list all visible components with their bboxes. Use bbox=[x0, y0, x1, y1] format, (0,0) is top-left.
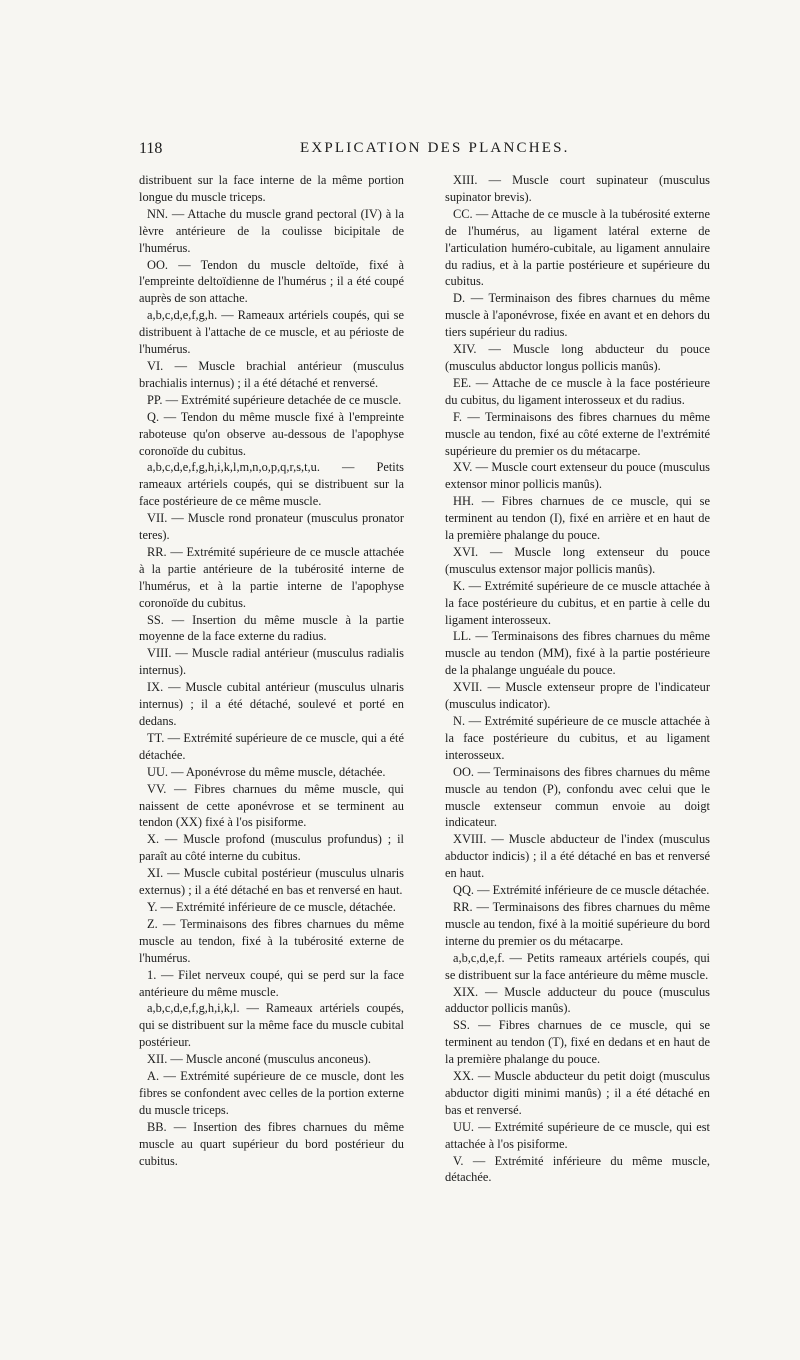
entry-paragraph: HH. — Fibres charnues de ce muscle, qui se terminent au tendon (I), fixé en arrière et en haut de la première phalange du pouce. bbox=[445, 494, 710, 543]
entry-paragraph: OO. — Terminaisons des fibres charnues du même muscle au tendon (P), confondu avec celui que le muscle extenseur commun envoie au doigt indicateur. bbox=[445, 764, 710, 830]
entry-paragraph: OO. — Tendon du muscle deltoïde, fixé à l'empreinte deltoïdienne de l'humérus ; il a été coupé auprès de son attache. bbox=[139, 257, 404, 306]
entry-paragraph: XVI. — Muscle long extenseur du pouce (musculus extensor major pollicis manûs). bbox=[445, 544, 710, 576]
entry-paragraph: K. — Extrémité supérieure de ce muscle attachée à la face postérieure du cubitus, et en partie à celle du ligament interosseux. bbox=[445, 578, 710, 627]
entry-paragraph: PP. — Extrémité supérieure detachée de ce muscle. bbox=[147, 392, 402, 407]
entry-paragraph: EE. — Attache de ce muscle à la face postérieure du cubitus, du ligament interosseux et du radius. bbox=[445, 375, 710, 407]
entry-paragraph: a,b,c,d,e,f. — Petits rameaux artériels coupés, qui se distribuent sur la face antérieure du même muscle. bbox=[445, 950, 710, 982]
entry-paragraph: IX. — Muscle cubital antérieur (musculus ulnaris internus) ; il a été détaché, soulevé et porté en dedans. bbox=[139, 680, 404, 728]
entry-paragraph: D. — Terminaison des fibres charnues du même muscle à l'aponévrose, fixée en avant et en dehors du tiers supérieur du radius. bbox=[445, 291, 710, 340]
entry-paragraph: VIII. — Muscle radial antérieur (musculus radialis internus). bbox=[139, 646, 404, 678]
entry-paragraph: UU. — Aponévrose du même muscle, détachée. bbox=[147, 764, 386, 779]
entry-paragraph: a,b,c,d,e,f,g,h. — Rameaux artériels coupés, qui se distribuent à l'attache de ce muscle, et au périoste de l'humérus. bbox=[139, 308, 404, 357]
entry-paragraph: SS. — Fibres charnues de ce muscle, qui se terminent au tendon (T), fixé en dedans et en haut de la première phalange du pouce. bbox=[445, 1018, 710, 1067]
entry-paragraph: 1. — Filet nerveux coupé, qui se perd sur la face antérieure du même muscle. bbox=[139, 967, 404, 999]
entry-paragraph: Y. — Extrémité inférieure de ce muscle, détachée. bbox=[147, 899, 396, 914]
entry-paragraph: A. — Extrémité supérieure de ce muscle, dont les fibres se confondent avec celles de la portion externe du muscle triceps. bbox=[139, 1069, 404, 1117]
entry-paragraph: XI. — Muscle cubital postérieur (musculus ulnaris externus) ; il a été détaché en bas et renversé en haut. bbox=[139, 866, 404, 898]
left-text-column bbox=[139, 172, 404, 1169]
entry-paragraph: XII. — Muscle anconé (musculus anconeus). bbox=[147, 1052, 371, 1067]
entry-paragraph: X. — Muscle profond (musculus profundus) ; il paraît au côté interne du cubitus. bbox=[139, 832, 404, 864]
entry-paragraph: a,b,c,d,e,f,g,h,i,k,l,m,n,o,p,q,r,s,t,u. — Petits rameaux artériels coupés, qui se distribuent sur la face postérieure de ce même muscle. bbox=[139, 460, 404, 509]
entry-paragraph: distribuent sur la face interne de la même portion longue du muscle triceps. bbox=[139, 173, 404, 204]
entry-paragraph: TT. — Extrémité supérieure de ce muscle, qui a été détachée. bbox=[139, 730, 404, 762]
entry-paragraph: XIII. — Muscle court supinateur (musculus supinator brevis). bbox=[445, 173, 710, 204]
entry-paragraph: a,b,c,d,e,f,g,h,i,k,l. — Rameaux artériels coupés, qui se distribuent sur la même face du muscle cubital postérieur. bbox=[139, 1001, 404, 1050]
entry-paragraph: QQ. — Extrémité inférieure de ce muscle détachée. bbox=[453, 883, 710, 898]
entry-paragraph: XVIII. — Muscle abducteur de l'index (musculus abductor indicis) ; il a été détaché en bas et renversé en haut. bbox=[445, 832, 710, 881]
entry-paragraph: RR. — Extrémité supérieure de ce muscle attachée à la partie antérieure de la tubérosité interne de l'humérus, et à la partie interne de l'apophyse coronoïde du cubitus. bbox=[139, 544, 404, 610]
entry-paragraph: N. — Extrémité supérieure de ce muscle attachée à la face postérieure du cubitus, et au ligament interosseux. bbox=[445, 714, 710, 762]
entry-paragraph: XVII. — Muscle extenseur propre de l'indicateur (musculus indicator). bbox=[445, 680, 710, 712]
entry-paragraph: Z. — Terminaisons des fibres charnues du même muscle au tendon, fixé à la tubérosité externe de l'humérus. bbox=[139, 916, 404, 965]
entry-paragraph: V. — Extrémité inférieure du même muscle, détachée. bbox=[445, 1153, 710, 1185]
entry-paragraph: F. — Terminaisons des fibres charnues du même muscle au tendon, fixé au côté externe de l'extrémité supérieure du premier os du métacarpe. bbox=[445, 409, 710, 458]
running-header: EXPLICATION DES PLANCHES. bbox=[300, 140, 570, 156]
right-text-column bbox=[445, 172, 710, 1186]
entry-paragraph: RR. — Terminaisons des fibres charnues du même muscle au tendon, fixé à la moitié supérieure du bord interne du premier os du métacarpe. bbox=[445, 899, 710, 948]
entry-paragraph: VII. — Muscle rond pronateur (musculus pronator teres). bbox=[139, 511, 404, 543]
entry-paragraph: VI. — Muscle brachial antérieur (musculus brachialis internus) ; il a été détaché et renversé. bbox=[139, 358, 404, 390]
entry-paragraph: Q. — Tendon du même muscle fixé à l'empreinte raboteuse qu'on observe au-dessous de l'apophyse coronoïde du cubitus. bbox=[139, 409, 404, 458]
entry-paragraph: XX. — Muscle abducteur du petit doigt (musculus abductor digiti minimi manûs) ; il a été détaché en bas et renversé. bbox=[445, 1069, 710, 1117]
page-number: 118 bbox=[139, 140, 163, 157]
entry-paragraph: NN. — Attache du muscle grand pectoral (IV) à la lèvre antérieure de la coulisse bicipitale de l'humérus. bbox=[139, 206, 404, 255]
entry-paragraph: SS. — Insertion du même muscle à la partie moyenne de la face externe du radius. bbox=[139, 612, 404, 644]
entry-paragraph: VV. — Fibres charnues du même muscle, qui naissent de cette aponévrose et se terminent au tendon (XX) fixé à l'os pisiforme. bbox=[139, 781, 404, 830]
entry-paragraph: LL. — Terminaisons des fibres charnues du même muscle au tendon (MM), fixé à la partie postérieure de la phalange unguéale du pouce. bbox=[445, 629, 710, 678]
entry-paragraph: CC. — Attache de ce muscle à la tubérosité externe de l'humérus, au ligament latéral externe de l'articulation huméro-cubitale, au ligament annulaire du radius, et à la partie postérieure et supérieure du cubitus. bbox=[445, 206, 710, 289]
entry-paragraph: XV. — Muscle court extenseur du pouce (musculus extensor minor pollicis manûs). bbox=[445, 460, 710, 492]
entry-paragraph: UU. — Extrémité supérieure de ce muscle, qui est attachée à l'os pisiforme. bbox=[445, 1119, 710, 1151]
entry-paragraph: BB. — Insertion des fibres charnues du même muscle au quart supérieur du bord postérieur du cubitus. bbox=[139, 1119, 404, 1168]
entry-paragraph: XIV. — Muscle long abducteur du pouce (musculus abductor longus pollicis manûs). bbox=[445, 342, 710, 373]
entry-paragraph: XIX. — Muscle adducteur du pouce (musculus adductor pollicis manûs). bbox=[445, 984, 710, 1016]
